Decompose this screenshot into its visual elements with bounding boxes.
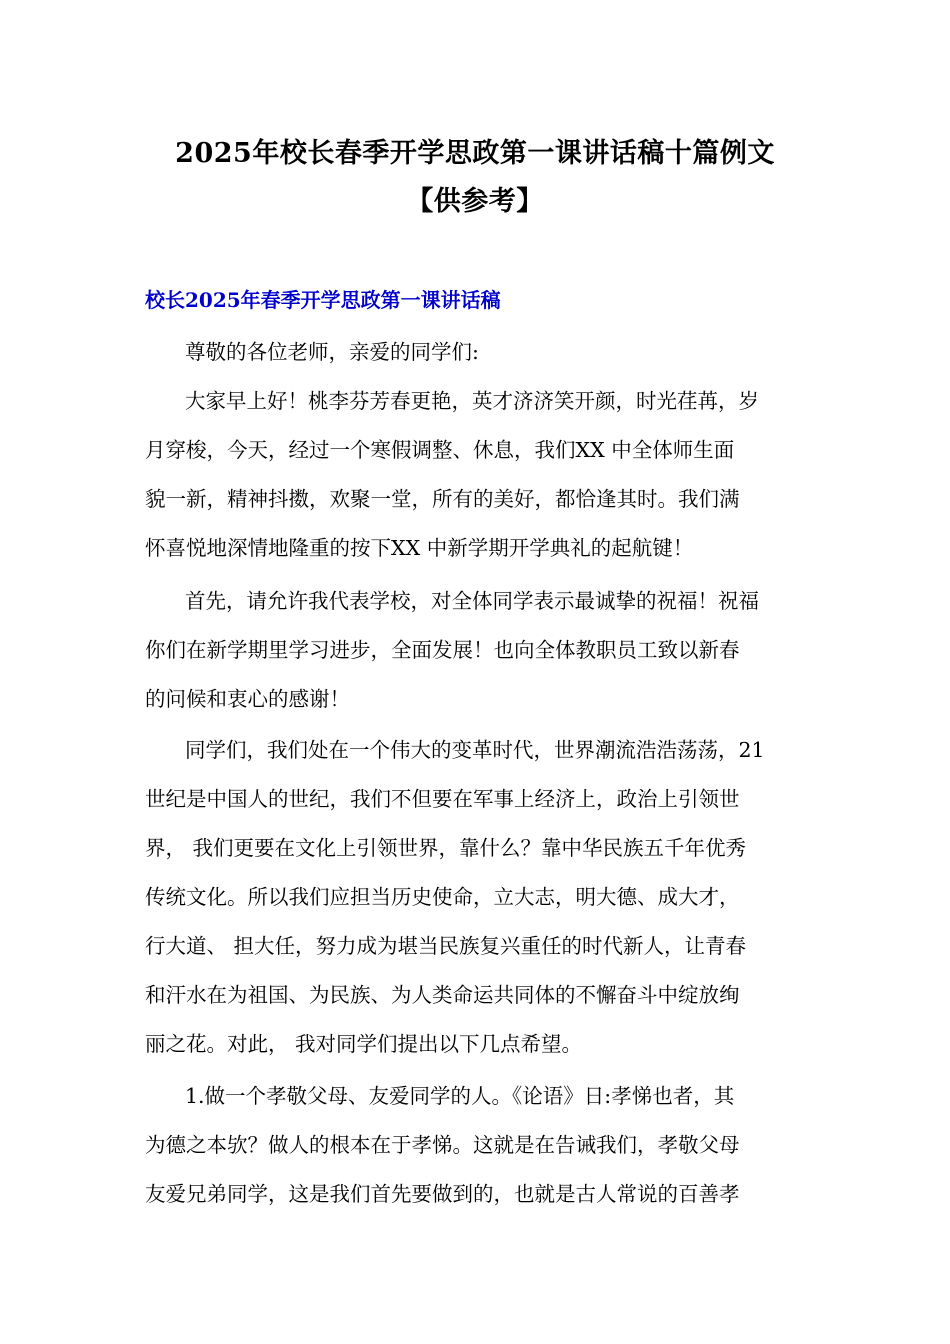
paragraph-line: 世纪是中国人的世纪，我们不但要在军事上经济上，政治上引领世 (145, 787, 740, 811)
paragraph-line: 月穿梭，今天，经过一个寒假调整、休息，我们XX 中全体师生面 (145, 438, 735, 462)
paragraph-line: 大家早上好！桃李芬芳春更艳，英才济济笑开颜，时光荏苒，岁 (185, 389, 759, 413)
paragraph-line: 行大道、 担大任，努力成为堪当民族复兴重任的时代新人，让青春 (145, 934, 747, 958)
paragraph-line: 尊敬的各位老师，亲爱的同学们: (185, 340, 479, 364)
paragraph-line: 你们在新学期里学习进步，全面发展！也向全体教职员工致以新春 (145, 638, 740, 662)
paragraph-line: 传统文化。所以我们应担当历史使命，立大志，明大德、成大才， (145, 885, 740, 909)
paragraph-line: 友爱兄弟同学，这是我们首先要做到的，也就是古人常说的百善孝 (145, 1182, 740, 1206)
paragraph-line: 同学们，我们处在一个伟大的变革时代，世界潮流浩浩荡荡，21 (185, 738, 765, 762)
paragraph-line: 怀喜悦地深情地隆重的按下XX 中新学期开学典礼的起航键！ (145, 536, 694, 560)
document-title-line-1: 2025年校长春季开学思政第一课讲话稿十篇例文 (175, 138, 775, 169)
paragraph-line: 首先，请允许我代表学校，对全体同学表示最诚挚的祝福！祝福 (185, 589, 759, 613)
paragraph-line: 的问候和衷心的感谢！ (145, 687, 350, 711)
paragraph-line: 1.做一个孝敬父母、友爱同学的人。《论语》日:孝悌也者，其 (185, 1084, 735, 1108)
paragraph-line: 貌一新，精神抖擞，欢聚一堂，所有的美好，都恰逢其时。我们满 (145, 487, 740, 511)
paragraph-line: 界， 我们更要在文化上引领世界，靠什么？靠中华民族五千年优秀 (145, 836, 747, 860)
paragraph-line: 和汗水在为祖国、为民族、为人类命运共同体的不懈奋斗中绽放绚 (145, 983, 740, 1007)
paragraph-line: 丽之花。对此， 我对同学们提出以下几点希望。 (145, 1032, 583, 1056)
section-heading: 校长2025年春季开学思政第一课讲话稿 (145, 288, 501, 312)
paragraph-line: 为德之本欤？做人的根本在于孝悌。这就是在告诫我们，孝敬父母 (145, 1133, 740, 1157)
document-title-line-2: 【供参考】 (406, 186, 544, 217)
